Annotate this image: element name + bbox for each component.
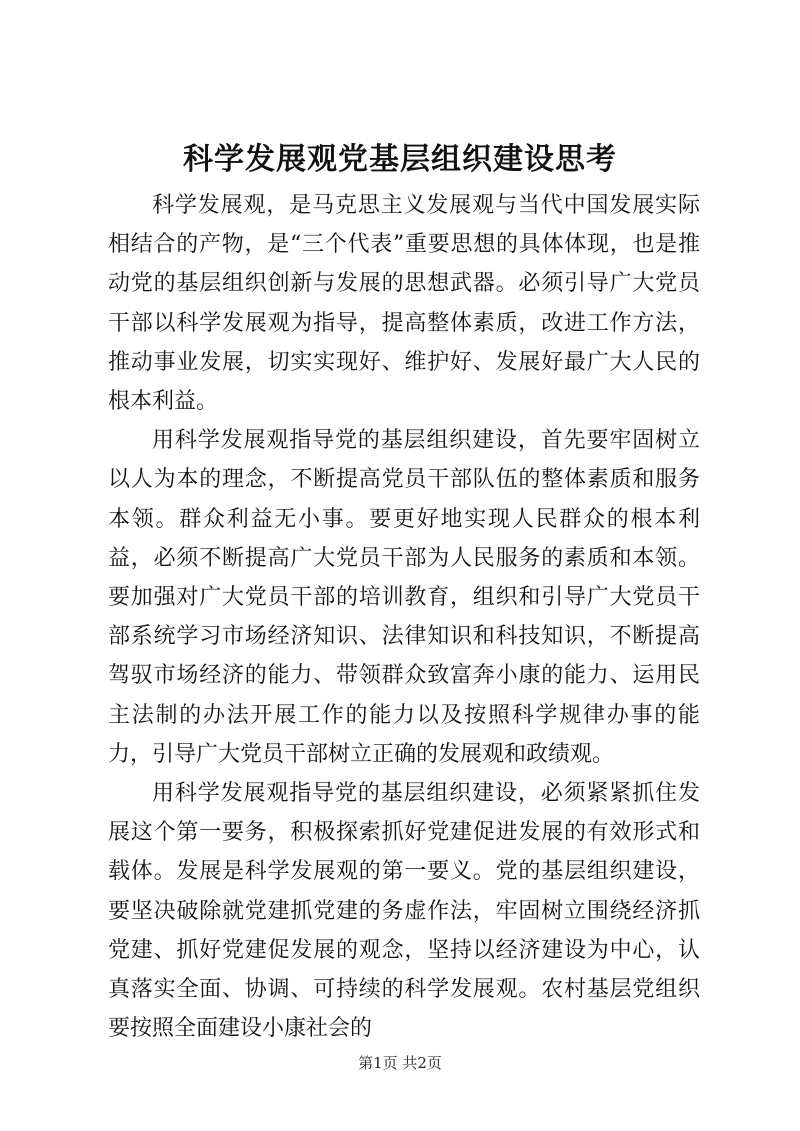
paragraph-2: 用科学发展观指导党的基层组织建设，首先要牢固树立以人为本的理念，不断提高党员干部队伍的整体素质和服务本领。群众利益无小事。要更好地实现人民群众的根本利益，必须不断提高广大党员干部为人民服务的素质和本领。要加强对广大党员干部的培训教育，组织和引导广大党员干部系统学习市场经济知识、法律知识和科技知识，不断提高驾驭市场经济的能力、带领群众致富奔小康的能力、运用民主法制的办法开展工作的能力以及按照科学规律办事的能力，引导广大党员干部树立正确的发展观和政绩观。 <box>108 428 700 767</box>
document-body <box>108 186 700 1048</box>
page-number-footer: 第1页 共2页 <box>358 1054 442 1072</box>
page-title: 科学发展观党基层组织建设思考 <box>183 142 617 177</box>
paragraph-1: 科学发展观，是马克思主义发展观与当代中国发展实际相结合的产物，是“三个代表”重要思想的具体体现，也是推动党的基层组织创新与发展的思想武器。必须引导广大党员干部以科学发展观为指导，提高整体素质，改进工作方法，推动事业发展，切实实现好、维护好、发展好最广大人民的根本利益。 <box>108 193 700 415</box>
paragraph-3: 用科学发展观指导党的基层组织建设，必须紧紧抓住发展这个第一要务，积极探索抓好党建促进发展的有效形式和载体。发展是科学发展观的第一要义。党的基层组织建设，要坚决破除就党建抓党建的务虚作法，牢固树立围绕经济抓党建、抓好党建促发展的观念，坚持以经济建设为中心，认真落实全面、协调、可持续的科学发展观。农村基层党组织要按照全面建设小康社会的 <box>108 781 700 1042</box>
